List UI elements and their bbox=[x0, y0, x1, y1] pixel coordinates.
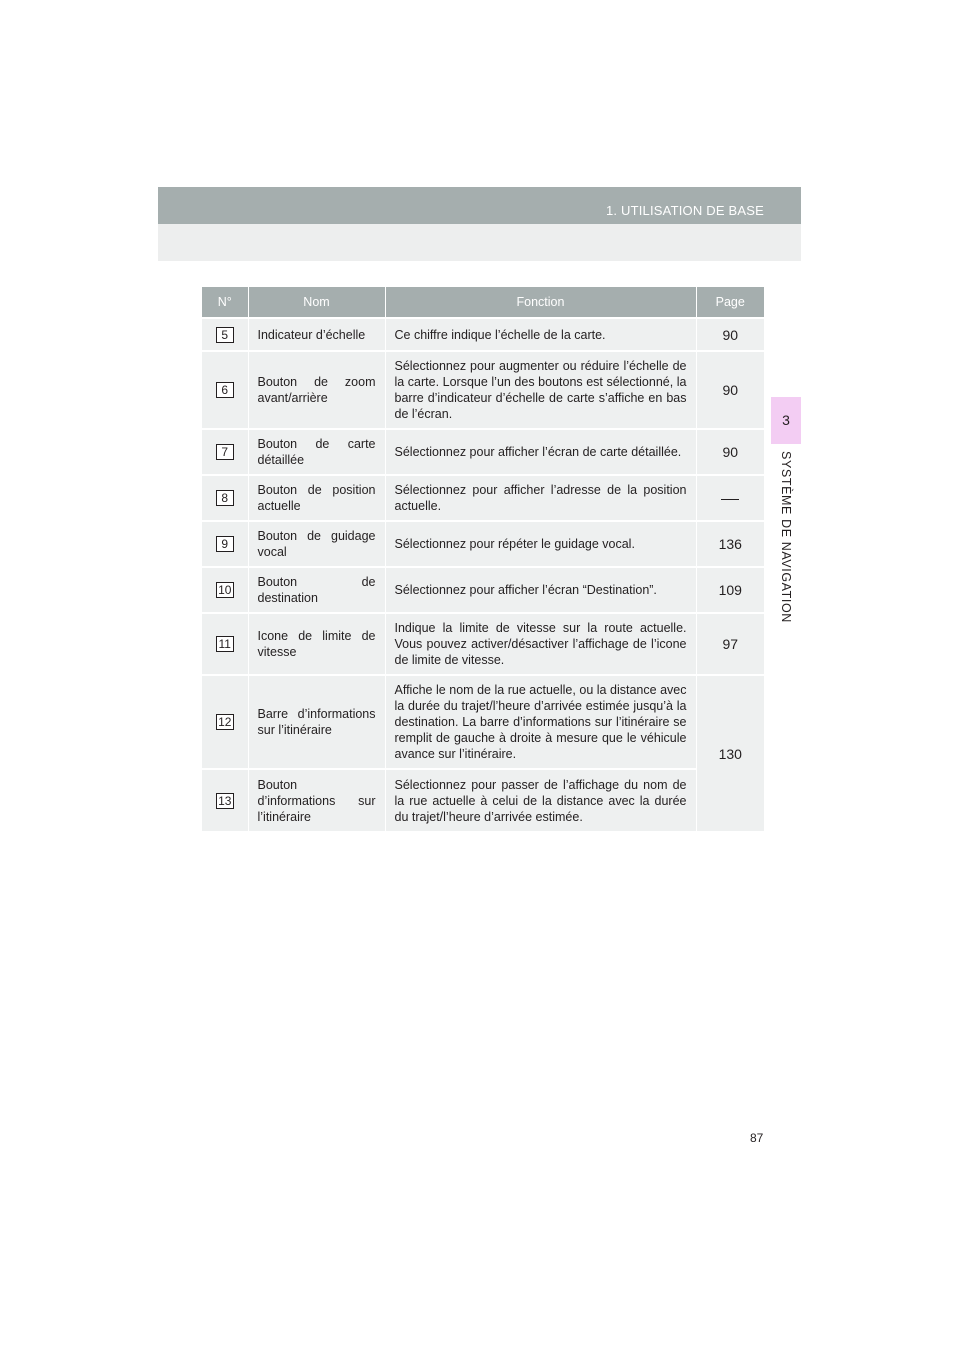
item-number-badge: 11 bbox=[216, 636, 234, 652]
item-page: 90 bbox=[696, 318, 764, 351]
table-row bbox=[202, 675, 764, 769]
section-title: 1. UTILISATION DE BASE bbox=[605, 203, 764, 218]
item-page: 90 bbox=[696, 429, 764, 475]
item-name: Bouton de guidage vocal bbox=[248, 521, 385, 567]
column-header-number: N° bbox=[202, 287, 248, 318]
column-header-name: Nom bbox=[248, 287, 385, 318]
item-number-badge: 9 bbox=[216, 536, 234, 552]
item-function: Affiche le nom de la rue actuelle, ou la distance avec la durée du trajet/l’heure d’arrivée estimée jusqu’à la destination. La barre d’informations sur l’itinéraire se remplit de gauche à droite à mesure que le véhicule avance sur l’itinéraire. bbox=[385, 675, 696, 769]
chapter-label: SYSTÈME DE NAVIGATION bbox=[779, 451, 793, 623]
chapter-tab: 3 bbox=[771, 397, 801, 444]
item-number-badge: 8 bbox=[216, 490, 234, 506]
item-function: Sélectionnez pour afficher l’écran “Destination”. bbox=[385, 567, 696, 613]
table-row bbox=[202, 521, 764, 567]
table-header-row bbox=[202, 287, 764, 318]
item-name: Bouton de zoom avant/arrière bbox=[248, 351, 385, 429]
item-name: Bouton de destination bbox=[248, 567, 385, 613]
item-number-badge: 10 bbox=[216, 582, 234, 598]
item-name: Barre d’informations sur l’itinéraire bbox=[248, 675, 385, 769]
item-number-badge: 13 bbox=[216, 793, 234, 809]
table-row bbox=[202, 769, 764, 831]
table-row bbox=[202, 567, 764, 613]
item-function: Sélectionnez pour augmenter ou réduire l’échelle de la carte. Lorsque l’un des boutons est sélectionné, la barre d’indicateur d’échelle de carte s’affiche en bas de l’écran. bbox=[385, 351, 696, 429]
item-number-badge: 6 bbox=[216, 382, 234, 398]
item-function: Sélectionnez pour afficher l’adresse de la position actuelle. bbox=[385, 475, 696, 521]
item-page: 130 bbox=[696, 675, 764, 831]
page-number: 87 bbox=[750, 1131, 764, 1145]
item-function: Sélectionnez pour passer de l’affichage du nom de la rue actuelle à celui de la distance avec la durée du trajet/l’heure d’arrivée estimée. bbox=[385, 769, 696, 831]
column-header-function: Fonction bbox=[385, 287, 696, 318]
column-header-page: Page bbox=[696, 287, 764, 318]
no-page-dash bbox=[721, 499, 739, 500]
item-number-badge: 5 bbox=[216, 327, 234, 343]
item-page: 109 bbox=[696, 567, 764, 613]
item-page: 136 bbox=[696, 521, 764, 567]
item-page: 97 bbox=[696, 613, 764, 675]
table-row bbox=[202, 318, 764, 351]
item-number-badge: 12 bbox=[216, 714, 234, 730]
header-bar bbox=[158, 187, 801, 224]
table-row bbox=[202, 429, 764, 475]
item-page: 90 bbox=[696, 351, 764, 429]
item-function: Ce chiffre indique l’échelle de la carte. bbox=[385, 318, 696, 351]
item-name: Bouton de position actuelle bbox=[248, 475, 385, 521]
item-name: Icone de limite de vitesse bbox=[248, 613, 385, 675]
item-name: Indicateur d’échelle bbox=[248, 318, 385, 351]
table-row bbox=[202, 613, 764, 675]
item-function: Sélectionnez pour afficher l’écran de carte détaillée. bbox=[385, 429, 696, 475]
table-row bbox=[202, 351, 764, 429]
item-name: Bouton de carte détaillée bbox=[248, 429, 385, 475]
item-number-badge: 7 bbox=[216, 444, 234, 460]
item-function: Indique la limite de vitesse sur la route actuelle. Vous pouvez activer/désactiver l’affichage de l’icone de limite de vitesse. bbox=[385, 613, 696, 675]
table-row bbox=[202, 475, 764, 521]
item-name: Bouton d’informations sur l’itinéraire bbox=[248, 769, 385, 831]
function-table bbox=[202, 287, 764, 831]
item-function: Sélectionnez pour répéter le guidage vocal. bbox=[385, 521, 696, 567]
header-subbar bbox=[158, 224, 801, 261]
